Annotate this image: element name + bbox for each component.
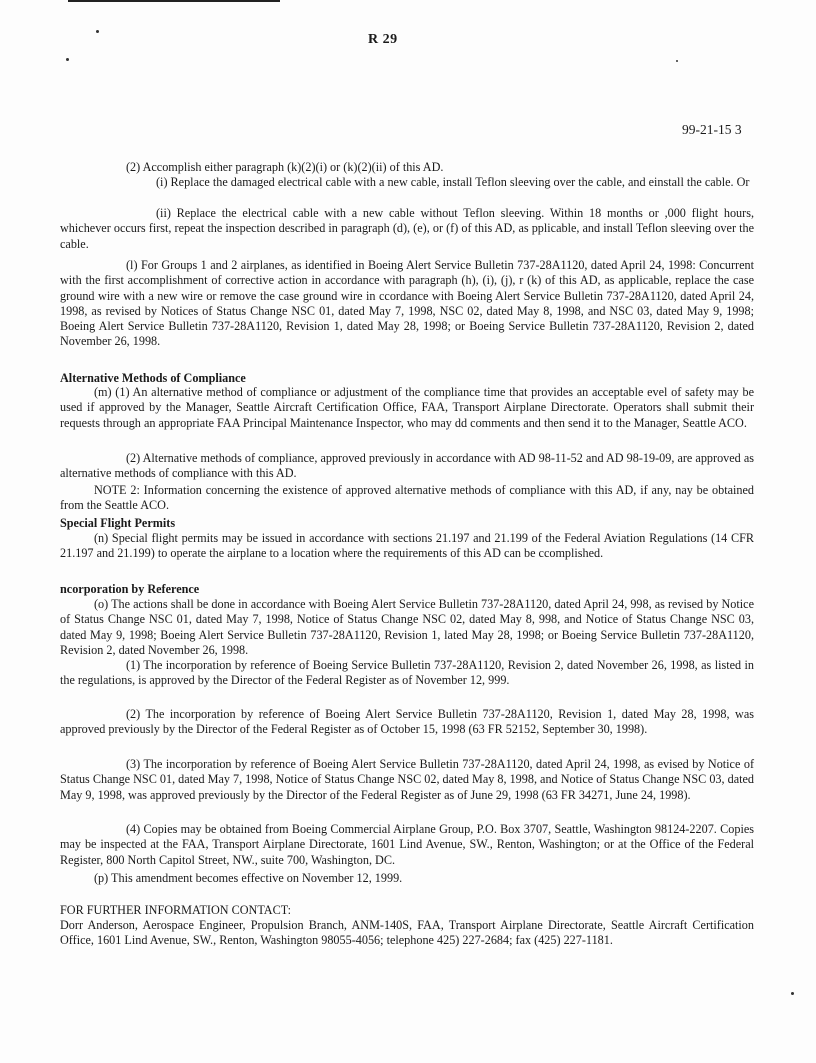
page-number: 99-21-15 3 [682,122,742,137]
paragraph-l: (l) For Groups 1 and 2 airplanes, as identified in Boeing Alert Service Bulletin 737-28A1120, dated April 24, 1998: Concurrent with the first accomplishment of corrective action in accordance with paragraph (h), (i), (j), r (k) of this AD, as applicable, replace the case ground wire with a new wire or remove the case ground wire in ccordance with Boeing Alert Service Bulletin 737-28A1120, dated April 24, 1998, as revised by Notices of Status Change NSC 01, dated May 7, 1998, NSC 02, dated May 8, 1998, and NSC 03, dated May 9, 1998; Boeing Alert Service Bulletin 737-28A1120, Revision 1, dated May 28, 1998; or Boeing Service Bulletin 737-28A1120, Revision 2, dated November 26, 1998. [60,258,754,349]
scan-speck [791,992,794,995]
paragraph-m2: (2) Alternative methods of compliance, approved previously in accordance with AD 98-11-52 and AD 98-19-09, are approved as alternative methods of compliance with this AD. [60,451,754,481]
scan-speck [96,30,99,33]
paragraph-k2ii: (ii) Replace the electrical cable with a new cable without Teflon sleeving. Within 18 months or ,000 flight hours, whichever occurs first, repeat the inspection described in paragraph (d), (e), or (f) of this AD, as pplicable, and install Teflon sleeving over the cable. [60,206,754,251]
heading-special-flight-permits: Special Flight Permits [60,516,176,530]
paragraph-o2: (2) The incorporation by reference of Boeing Alert Service Bulletin 737-28A1120, Revision 1, dated May 28, 1998, was approved previously by the Director of the Federal Register as of October 15, 1998 (63 FR 52152, September 30, 1998). [60,707,754,737]
paragraph-o1: (1) The incorporation by reference of Boeing Service Bulletin 737-28A1120, Revision 2, dated November 26, 1998, as listed in the regulations, is approved by the Director of the Federal Register as of November 12, 999. [60,658,754,688]
paragraph-k2: (2) Accomplish either paragraph (k)(2)(i) or (k)(2)(ii) of this AD. [126,160,444,174]
paragraph-k2i: (i) Replace the damaged electrical cable with a new cable, install Teflon sleeving over the cable, and einstall the cable. Or [156,175,750,189]
note-2: NOTE 2: Information concerning the existence of approved alternative methods of compliance with this AD, if any, nay be obtained from the Seattle ACO. [60,483,754,513]
paragraph-m1: (m) (1) An alternative method of compliance or adjustment of the compliance time that provides an acceptable evel of safety may be used if approved by the Manager, Seattle Aircraft Certification Office, FAA, Transport Airplane Directorate. Operators shall submit their requests through an appropriate FAA Principal Maintenance Inspector, who may dd comments and then send it to the Manager, Seattle ACO. [60,385,754,430]
paragraph-o: (o) The actions shall be done in accordance with Boeing Alert Service Bulletin 737-28A1120, dated April 24, 998, as revised by Notice of Status Change NSC 01, dated May 7, 1998, Notice of Status Change NSC 02, dated May 8, 998, and Notice of Status Change NSC 03, dated May 9, 1998; Boeing Alert Service Bulletin 737-28A1120, Revision 1, lated May 28, 1998; or Boeing Service Bulletin 737-28A1120, Revision 2, dated November 26, 1998. [60,597,754,657]
scan-speck [676,60,678,62]
paragraph-n: (n) Special flight permits may be issued in accordance with sections 21.197 and 21.199 of the Federal Aviation Regulations (14 CFR 21.197 and 21.199) to operate the airplane to a location where the requirements of this AD can be ccomplished. [60,531,754,561]
contact-text: Dorr Anderson, Aerospace Engineer, Propulsion Branch, ANM-140S, FAA, Transport Airplane Directorate, Seattle Aircraft Certification Office, 1601 Lind Avenue, SW., Renton, Washington 98055-4056; telephone 425) 227-2684; fax (425) 227-1181. [60,918,754,948]
paragraph-o4: (4) Copies may be obtained from Boeing Commercial Airplane Group, P.O. Box 3707, Seattle, Washington 98124-2207. Copies may be inspected at the FAA, Transport Airplane Directorate, 1601 Lind Avenue, SW., Renton, Washington; or at the Office of the Federal Register, 800 North Capitol Street, NW., suite 700, Washington, DC. [60,822,754,867]
scan-speck [66,58,69,61]
contact-heading: FOR FURTHER INFORMATION CONTACT: [60,903,291,917]
page-stamp: R 29 [368,32,398,47]
heading-incorporation-by-reference: ncorporation by Reference [60,582,200,596]
paragraph-o3: (3) The incorporation by reference of Boeing Alert Service Bulletin 737-28A1120, dated April 24, 1998, as evised by Notice of Status Change NSC 01, dated May 7, 1998, Notice of Status Change NSC 02, dated May 8, 1998, and Notice of Status Change NSC 03, dated May 9, 1998, was approved previously by the Director of the Federal Register as of June 29, 1998 (63 FR 34271, June 24, 1998). [60,757,754,802]
heading-alternative-methods: Alternative Methods of Compliance [60,371,246,385]
paragraph-p: (p) This amendment becomes effective on November 12, 1999. [94,871,403,885]
top-rule [68,0,280,2]
